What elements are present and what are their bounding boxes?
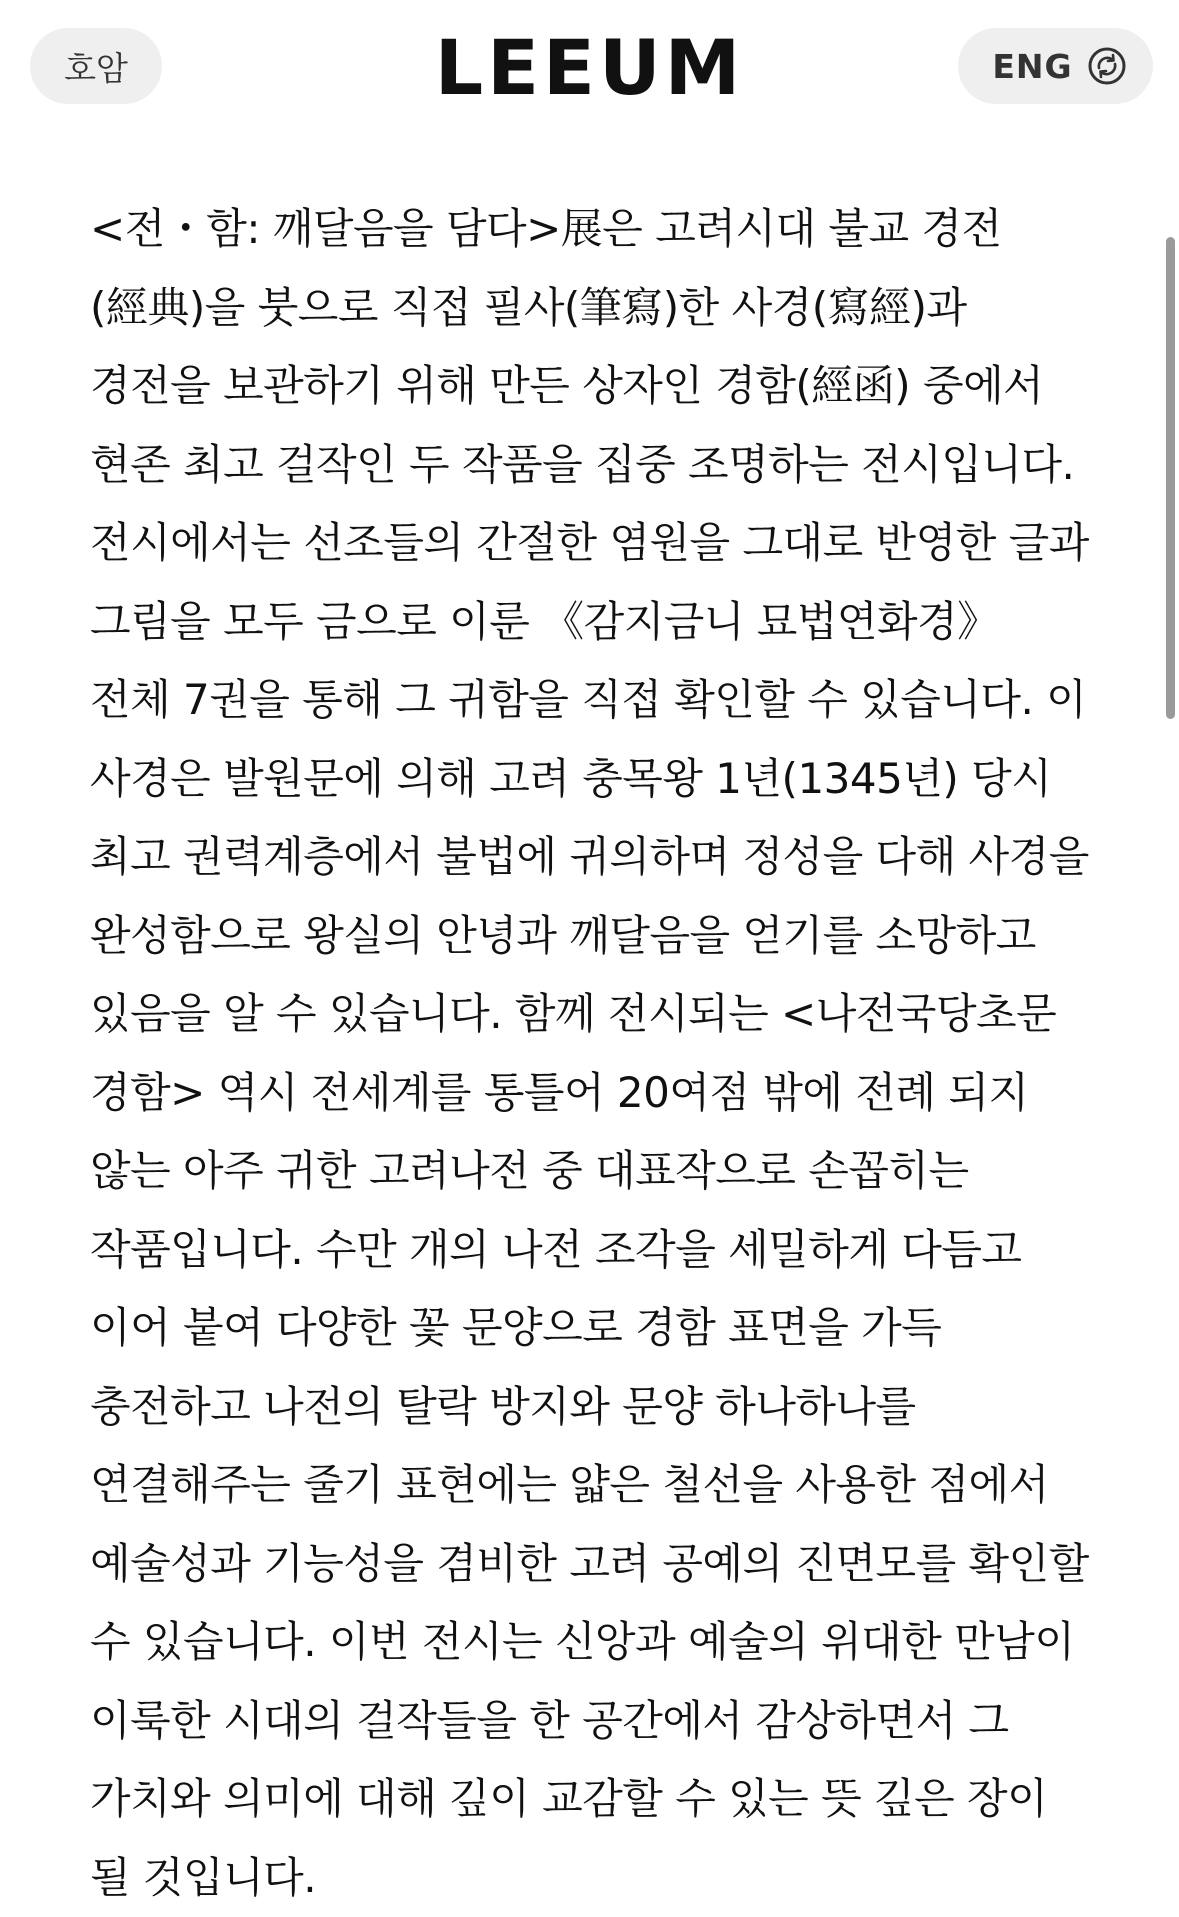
exhibition-description: <전・함: 깨달음을 담다>展은 고려시대 불교 경전(經典)을 붓으로 직접 필사(筆寫)한 사경(寫經)과 경전을 보관하기 위해 만든 상자인 경함(經函) 중에서 현존 최고 걸작인 두 작품을 집중 조명하는 전시입니다. 전시에서는 선조들의 간절한 염원을 그대로 반영한 글과 그림을 모두 금으로 이룬 《감지금니 묘법연화경》 전체 7권을 통해 그 귀함을 직접 확인할 수 있습니다. 이 사경은 발원문에 의해 고려 충목왕 1년(1345년) 당시 최고 권력계층에서 불법에 귀의하며 정성을 다해 사경을 완성함으로 왕실의 안녕과 깨달음을 얻기를 소망하고 있음을 알 수 있습니다. 함께 전시되는 <나전국당초문 경함> 역시 전세계를 통틀어 20여점 밖에 전례 되지 않는 아주 귀한 고려나전 중 대표작으로 손꼽히는 작품입니다. 수만 개의 나전 조각을 세밀하게 다듬고 이어 붙여 다양한 꽃 문양으로 경함 표면을 가득 충전하고 나전의 탈락 방지와 문양 하나하나를 연결해주는 줄기 표현에는 얇은 철선을 사용한 점에서 예술성과 기능성을 겸비한 고려 공예의 진면모를 확인할 수 있습니다. 이번 전시는 신앙과 예술의 위대한 만남이 이룩한 시대의 걸작들을 한 공간에서 감상하면서 그 가치와 의미에 대해 깊이 교감할 수 있는 뜻 깊은 장이 될 것입니다.: [90, 204, 1089, 1902]
scrollbar-thumb[interactable]: [1166, 237, 1175, 719]
language-toggle-button[interactable]: [958, 28, 1153, 104]
language-label: ENG: [992, 46, 1073, 86]
header: [0, 0, 1179, 140]
refresh-icon: [1087, 46, 1127, 86]
hoam-button-label: 호암: [64, 48, 128, 88]
leeum-logo[interactable]: LEEUM: [434, 23, 745, 112]
